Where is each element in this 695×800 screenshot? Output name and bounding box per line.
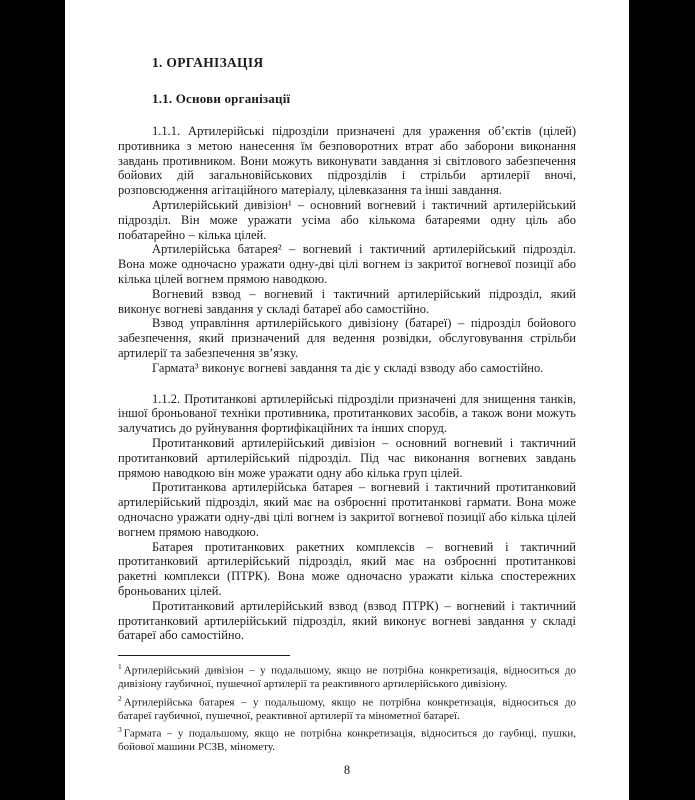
footnote-3-marker: 3 <box>118 725 122 735</box>
paragraph-antitank-platoon: Протитанковий артилерійський взвод (взвод ПТРК) – вогневий і тактичний протитанковий артилерійський підрозділ, який виконує вогневі завдання у складі батареї або самостійно. <box>118 598 576 643</box>
footnote-3 <box>118 723 576 754</box>
footnote-2 <box>118 692 576 723</box>
section-heading: 1.1. Основи організації <box>152 91 291 106</box>
footnote-2-marker: 2 <box>118 693 122 703</box>
text-column <box>65 55 629 778</box>
paragraph-1-1-1: 1.1.1. Артилерійські підрозділи призначені для ураження об’єктів (цілей) противника з метою нанесення їм безповоротних втрат або заборони виконання завдань противником. Вони можуть виконувати завдання зі світлового забезпечення бойових дій загальновійськових підрозділів і стрільби артилерії вночі, розповсюдження агітаційного матеріалу, цілевказання та інші завдання. <box>118 124 576 198</box>
document-page <box>65 0 629 800</box>
page-number: 8 <box>343 762 351 777</box>
paragraph-antitank-division: Протитанковий артилерійський дивізіон – основний вогневий і тактичний протитанковий артилерійський підрозділ. Під час виконання вогневих завдань прямою наводкою він може уражати одну або кілька груп цілей. <box>118 435 576 480</box>
footnote-1-marker: 1 <box>118 662 122 672</box>
paragraph-antitank-battery: Протитанкова артилерійська батарея – вогневий і тактичний протитанковий артилерійський підрозділ, який має на озброєнні протитанкові гармати. Вона може одночасно уражати одну-дві цілі вогнем із закритої вогневої позиції або кілька цілей вогнем прямою наводкою. <box>118 480 576 539</box>
footnote-2-text: Артилерійська батарея – у подальшому, якщо не потрібна конкретизація, відноситься до батареї гаубичної, пушечної, реактивної артилерії та мінометної батареї. <box>118 696 576 722</box>
paragraph-gun: Гармата³ виконує вогневі завдання та діє у складі взводу або самостійно. <box>152 360 544 375</box>
paragraph-1-1-2: 1.1.2. Протитанкові артилерійські підрозділи призначені для знищення танків, іншої броньованої техніки противника, протитанкових засобів, а також вони можуть залучатись до руйнування фортифікаційних та інших споруд. <box>118 391 576 436</box>
chapter-heading: 1. ОРГАНІЗАЦІЯ <box>152 55 264 70</box>
paragraph-fire-platoon: Вогневий взвод – вогневий і тактичний артилерійський підрозділ, який виконує вогневі завдання у складі батареї або самостійно. <box>118 286 576 316</box>
footnote-1 <box>118 660 576 691</box>
footnote-separator <box>118 655 290 656</box>
footnote-1-text: Артилерійський дивізіон – у подальшому, якщо не потрібна конкретизація, відноситься до дивізіону гаубичної, пушечної артилерії та реактивного артилерійського дивізіону. <box>118 664 576 691</box>
scan-edge-right-band <box>629 0 695 800</box>
scan-edge-left-band <box>0 0 65 800</box>
paragraph-control-platoon: Взвод управління артилерійського дивізіону (батареї) – підрозділ бойового забезпечення, який призначений для ведення розвідки, обслуговування стрільби артилерії та забезпечення зв’язку. <box>118 316 576 360</box>
footnotes-block <box>118 660 576 754</box>
footnote-3-text: Гармата – у подальшому, якщо не потрібна конкретизація, відноситься до гаубиці, пушки, бойової машини РСЗВ, міномету. <box>118 727 576 754</box>
paragraph-artillery-battery: Артилерійська батарея² – вогневий і тактичний артилерійський підрозділ. Вона може одночасно уражати одну-дві цілі вогнем із закритої вогневої позиції або кілька цілей вогнем прямою наводкою. <box>118 242 576 286</box>
paragraph-artillery-division: Артилерійський дивізіон¹ – основний вогневий і тактичний артилерійський підрозділ. Він може уражати усіма або кількома батареями одну ціль або побатарейно – кілька цілей. <box>118 197 576 242</box>
paragraph-atgm-battery: Батарея протитанкових ракетних комплексів – вогневий і тактичний протитанковий артилерійський підрозділ, який має на озброєнні протитанкові ракетні комплекси (ПТРК). Вона може одночасно уражати кілька спостережних броньованих цілей. <box>118 539 576 598</box>
